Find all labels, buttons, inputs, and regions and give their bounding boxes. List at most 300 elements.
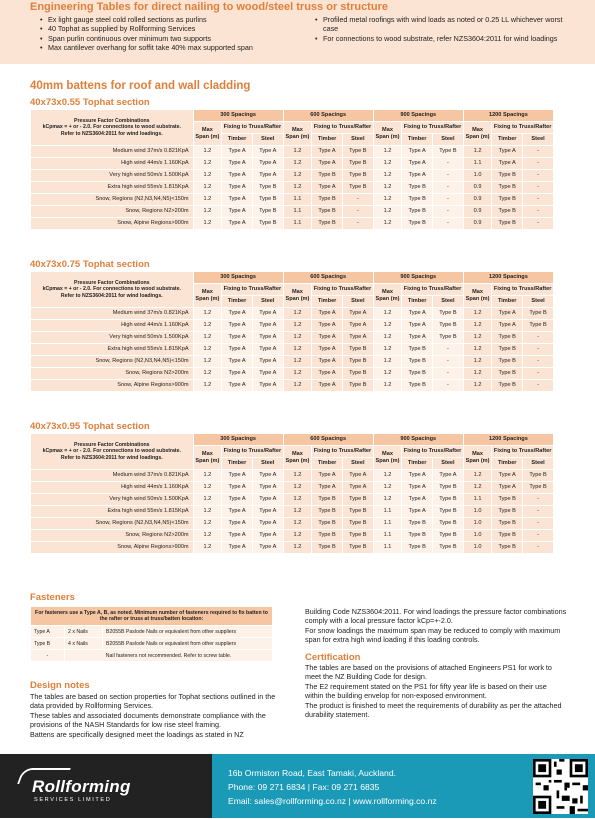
qr-code-icon: [533, 759, 588, 814]
table-cell: Type A: [402, 158, 433, 170]
table-cell: 1.2: [283, 380, 312, 392]
timber-header: Timber: [222, 296, 253, 308]
max-span-header: Max Span (m): [373, 122, 402, 146]
table-cell: 1.2: [193, 356, 222, 368]
spacing-header: 1200 Spacings: [463, 434, 553, 446]
table-cell: Type B: [433, 482, 464, 494]
spacing-header: 900 Spacings: [373, 110, 463, 122]
table-cell: Type B: [402, 182, 433, 194]
table-cell: Type A: [222, 494, 253, 506]
table-cell: Type B: [523, 470, 554, 482]
timber-header: Timber: [312, 458, 343, 470]
table-cell: Type A: [312, 470, 343, 482]
table-cell: Type A: [342, 320, 373, 332]
steel-header: Steel: [342, 134, 373, 146]
bullet: • Profiled metal roofings with wind loads as noted or 0.25 LL whichever worst case: [315, 15, 570, 34]
table-cell: Type B: [402, 530, 433, 542]
max-span-header: Max Span (m): [463, 122, 492, 146]
table-cell: 1.0: [463, 530, 492, 542]
table-cell: Type A: [312, 380, 343, 392]
table-cell: Type A: [252, 170, 283, 182]
section-title: 40x73x0.95 Tophat section: [30, 421, 150, 432]
row-label: Snow, Regions N2>200m: [31, 206, 194, 218]
fastener-nails: 2 x Nails: [65, 626, 103, 638]
steel-header: Steel: [342, 296, 373, 308]
table-cell: Type B: [492, 494, 523, 506]
table-cell: Type B: [312, 218, 343, 230]
table-cell: Type B: [312, 494, 343, 506]
paragraph: The E2 requirement stated on the PS1 for fifty year life is based on their use within the building envelop for non-exposed environment.: [305, 681, 547, 701]
table-cell: 1.2: [193, 344, 222, 356]
fastener-type: -: [31, 650, 65, 662]
table-cell: 1.2: [283, 356, 312, 368]
table-cell: Type B: [492, 380, 523, 392]
table-cell: 1.2: [373, 158, 402, 170]
table-cell: Type B: [342, 542, 373, 554]
spacing-header: 900 Spacings: [373, 272, 463, 284]
fixing-header: Fixing to Truss/Rafter: [312, 122, 374, 134]
table-cell: Type B: [433, 146, 464, 158]
timber-header: Timber: [402, 134, 433, 146]
table-cell: Type B: [433, 308, 464, 320]
table-cell: Type B: [252, 218, 283, 230]
table-cell: Type A: [312, 182, 343, 194]
table-cell: Type B: [342, 494, 373, 506]
table-row: [31, 308, 554, 320]
corner-line: Pressure Factor Combinations: [74, 441, 150, 448]
bullet: • For connections to wood substrate, refer NZS3604:2011 for wind loadings: [315, 34, 570, 43]
row-label: High wind 44m/s 1.160KpA: [31, 158, 194, 170]
fastener-type: Type B: [31, 638, 65, 650]
table-cell: Type B: [402, 194, 433, 206]
table-cell: -: [523, 542, 554, 554]
row-label: Snow, Regions (N2,N3,N4,N5)<150m: [31, 194, 194, 206]
span-table: [30, 433, 554, 554]
table-cell: -: [523, 380, 554, 392]
row-label: Snow, Alpine Regions>900m: [31, 218, 194, 230]
table-cell: Type A: [492, 146, 523, 158]
table-cell: 1.2: [193, 506, 222, 518]
table-cell: Type B: [433, 506, 464, 518]
table-cell: Type A: [222, 320, 253, 332]
table-cell: Type A: [222, 542, 253, 554]
timber-header: Timber: [492, 134, 523, 146]
table-cell: 1.2: [463, 308, 492, 320]
page-title: Engineering Tables for direct nailing to wood/steel truss or structure: [30, 1, 388, 13]
max-span-header: Max Span (m): [283, 446, 312, 470]
table-cell: Type B: [492, 506, 523, 518]
row-label: High wind 44m/s 1.160KpA: [31, 482, 194, 494]
fixing-header: Fixing to Truss/Rafter: [492, 122, 554, 134]
table-cell: Type A: [222, 518, 253, 530]
table-cell: 0.9: [463, 194, 492, 206]
table-cell: Type B: [492, 182, 523, 194]
timber-header: Timber: [312, 134, 343, 146]
spacing-header: 600 Spacings: [283, 272, 373, 284]
table-cell: Type B: [342, 530, 373, 542]
logo-subtext: SERVICES LIMITED: [34, 797, 112, 803]
table-cell: -: [523, 194, 554, 206]
corner-line: Refer to NZS3604:2011 for wind loadings.: [60, 292, 163, 299]
table-cell: Type A: [312, 368, 343, 380]
max-span-header: Max Span (m): [373, 284, 402, 308]
bullet: • Span purlin continuous over minimum two supports: [40, 34, 295, 43]
row-label: Medium wind 37m/s 0.821KpA: [31, 470, 194, 482]
main-heading: 40mm battens for roof and wall cladding: [30, 80, 251, 92]
table-cell: Type B: [492, 530, 523, 542]
table-cell: -: [523, 356, 554, 368]
footer-phone: Phone: 09 271 6834 | Fax: 09 271 6835: [228, 782, 380, 792]
table-row: [31, 170, 554, 182]
table-cell: Type B: [312, 518, 343, 530]
table-cell: Type B: [252, 182, 283, 194]
table-cell: Type B: [492, 542, 523, 554]
table-corner-label: [31, 272, 194, 308]
fasteners-heading: Fasteners: [30, 592, 75, 603]
table-cell: Type A: [402, 494, 433, 506]
table-cell: Type B: [523, 320, 554, 332]
table-cell: 1.2: [463, 146, 492, 158]
table-cell: 1.2: [193, 542, 222, 554]
spacing-header: 300 Spacings: [193, 434, 283, 446]
table-cell: Type A: [252, 356, 283, 368]
table-cell: Type A: [252, 482, 283, 494]
spacing-header: 600 Spacings: [283, 110, 373, 122]
table-cell: Type A: [252, 146, 283, 158]
table-row: [31, 518, 554, 530]
fixing-header: Fixing to Truss/Rafter: [312, 284, 374, 296]
fastener-desc: Nail fasteners not recommended. Refer to screw table.: [65, 650, 273, 662]
table-cell: Type B: [433, 518, 464, 530]
table-cell: Type A: [312, 158, 343, 170]
row-label: Very high wind 50m/s 1.500KpA: [31, 494, 194, 506]
table-cell: -: [433, 380, 464, 392]
table-cell: Type A: [492, 470, 523, 482]
table-cell: -: [523, 170, 554, 182]
table-cell: -: [523, 332, 554, 344]
table-cell: 1.2: [193, 380, 222, 392]
section-title: 40x73x0.75 Tophat section: [30, 259, 150, 270]
row-label: Extra high wind 55m/s 1.815KpA: [31, 182, 194, 194]
table-cell: Type B: [492, 332, 523, 344]
table-cell: Type A: [252, 158, 283, 170]
paragraph: Battens are specifically designed meet the loadings as stated in NZ: [30, 729, 244, 739]
table-cell: Type A: [252, 320, 283, 332]
table-cell: Type B: [402, 518, 433, 530]
table-cell: -: [523, 368, 554, 380]
table-cell: 1.2: [193, 170, 222, 182]
table-row: [31, 146, 554, 158]
table-cell: Type A: [222, 218, 253, 230]
table-cell: 1.2: [193, 218, 222, 230]
table-row: [31, 530, 554, 542]
row-label: Extra high wind 55m/s 1.815KpA: [31, 506, 194, 518]
table-cell: 1.2: [373, 182, 402, 194]
steel-header: Steel: [433, 458, 464, 470]
table-cell: -: [433, 218, 464, 230]
table-cell: Type B: [342, 158, 373, 170]
table-corner-label: [31, 434, 194, 470]
table-cell: 1.2: [193, 194, 222, 206]
table-cell: Type A: [222, 146, 253, 158]
table-cell: Type A: [342, 470, 373, 482]
table-cell: 1.2: [193, 332, 222, 344]
table-cell: 1.2: [193, 182, 222, 194]
table-cell: 1.2: [193, 158, 222, 170]
corner-line: Pressure Factor Combinations: [74, 279, 150, 286]
table-cell: 1.2: [283, 320, 312, 332]
bullet: • 40 Tophat as supplied by Rollforming Services: [40, 24, 295, 33]
row-label: Snow, Regions N2>200m: [31, 368, 194, 380]
row-label: Snow, Regions N2>200m: [31, 530, 194, 542]
table-cell: 1.2: [463, 482, 492, 494]
table-cell: 1.2: [373, 146, 402, 158]
max-span-header: Max Span (m): [283, 284, 312, 308]
table-cell: Type A: [312, 320, 343, 332]
row-label: Snow, Alpine Regions>900m: [31, 542, 194, 554]
table-corner-label: [31, 110, 194, 146]
table-cell: 1.2: [463, 368, 492, 380]
header-bullets-right: [305, 15, 570, 53]
table-cell: Type B: [312, 206, 343, 218]
fixing-header: Fixing to Truss/Rafter: [312, 446, 374, 458]
table-cell: Type A: [492, 308, 523, 320]
steel-header: Steel: [523, 134, 554, 146]
fastener-nails: 4 x Nails: [65, 638, 103, 650]
certification-heading: Certification: [305, 651, 361, 663]
steel-header: Steel: [252, 458, 283, 470]
table-cell: Type B: [433, 332, 464, 344]
table-cell: Type A: [342, 482, 373, 494]
paragraph: For snow loadings the maximum span may be reduced to comply with maximum span for extra high wind loading if this loading controls.: [305, 625, 561, 645]
table-cell: Type B: [433, 530, 464, 542]
table-cell: Type A: [252, 380, 283, 392]
table-cell: 1.2: [193, 368, 222, 380]
table-cell: Type B: [312, 542, 343, 554]
steel-header: Steel: [523, 296, 554, 308]
table-cell: Type A: [492, 158, 523, 170]
table-cell: 1.2: [463, 332, 492, 344]
table-cell: 1.1: [463, 158, 492, 170]
table-cell: 1.2: [193, 482, 222, 494]
table-cell: Type A: [222, 356, 253, 368]
table-cell: Type B: [433, 542, 464, 554]
max-span-header: Max Span (m): [193, 122, 222, 146]
table-cell: 1.2: [463, 356, 492, 368]
table-cell: 1.2: [283, 308, 312, 320]
max-span-header: Max Span (m): [463, 284, 492, 308]
spacing-header: 600 Spacings: [283, 434, 373, 446]
table-row: [31, 332, 554, 344]
row-label: Snow, Alpine Regions>900m: [31, 380, 194, 392]
fixing-header: Fixing to Truss/Rafter: [402, 122, 464, 134]
table-cell: 1.2: [373, 470, 402, 482]
table-cell: Type A: [492, 482, 523, 494]
row-label: High wind 44m/s 1.160KpA: [31, 320, 194, 332]
fixing-header: Fixing to Truss/Rafter: [402, 284, 464, 296]
table-cell: Type B: [492, 368, 523, 380]
table-cell: 1.2: [283, 158, 312, 170]
table-cell: Type B: [342, 368, 373, 380]
table-cell: -: [433, 158, 464, 170]
spacing-header: 1200 Spacings: [463, 110, 553, 122]
timber-header: Timber: [312, 296, 343, 308]
table-cell: Type A: [252, 506, 283, 518]
table-row: [31, 470, 554, 482]
max-span-header: Max Span (m): [283, 122, 312, 146]
bullet: • Ex light gauge steel cold rolled sections as purlins: [40, 15, 295, 24]
table-cell: 1.2: [463, 320, 492, 332]
table-cell: -: [523, 182, 554, 194]
table-cell: -: [342, 194, 373, 206]
corner-line: kCpmax = + or - 2.0. For connections to wood substrate.: [42, 448, 181, 455]
table-cell: Type B: [492, 206, 523, 218]
table-cell: Type B: [492, 170, 523, 182]
table-cell: Type B: [252, 194, 283, 206]
table-cell: Type B: [402, 380, 433, 392]
table-cell: 1.1: [463, 494, 492, 506]
table-cell: 1.2: [373, 482, 402, 494]
table-cell: Type A: [252, 470, 283, 482]
spacing-header: 300 Spacings: [193, 272, 283, 284]
table-cell: -: [523, 506, 554, 518]
table-cell: Type B: [312, 170, 343, 182]
table-cell: -: [433, 344, 464, 356]
table-cell: Type A: [222, 182, 253, 194]
table-cell: Type B: [402, 206, 433, 218]
spacing-header: 1200 Spacings: [463, 272, 553, 284]
table-cell: 1.0: [463, 506, 492, 518]
table-cell: Type B: [342, 170, 373, 182]
fixing-header: Fixing to Truss/Rafter: [402, 446, 464, 458]
table-cell: 1.2: [373, 206, 402, 218]
steel-header: Steel: [523, 458, 554, 470]
timber-header: Timber: [402, 296, 433, 308]
table-cell: Type B: [492, 356, 523, 368]
table-cell: 1.2: [193, 308, 222, 320]
table-cell: 1.2: [373, 356, 402, 368]
bullet: • Max cantilever overhang for soffit take 40% max supported span: [40, 43, 295, 52]
max-span-header: Max Span (m): [463, 446, 492, 470]
table-cell: -: [342, 218, 373, 230]
table-cell: -: [433, 182, 464, 194]
table-row: [31, 194, 554, 206]
table-cell: 1.2: [373, 194, 402, 206]
table-cell: -: [523, 518, 554, 530]
table-cell: 1.2: [373, 308, 402, 320]
footer-web: Email: sales@rollforming.co.nz | www.rollforming.co.nz: [228, 796, 437, 806]
table-cell: Type B: [523, 482, 554, 494]
table-cell: Type B: [402, 542, 433, 554]
table-cell: 1.2: [373, 494, 402, 506]
table-cell: Type B: [342, 146, 373, 158]
section-title: 40x73x0.55 Tophat section: [30, 97, 150, 108]
table-cell: 1.2: [463, 470, 492, 482]
timber-header: Timber: [222, 134, 253, 146]
table-cell: Type A: [402, 332, 433, 344]
table-cell: Type B: [492, 194, 523, 206]
table-row: [31, 368, 554, 380]
table-cell: -: [433, 194, 464, 206]
table-cell: 1.2: [373, 170, 402, 182]
fastener-desc: B2055B Paslode Nails or equivalent from other suppliers: [103, 638, 273, 650]
row-label: Medium wind 37m/s 0.821KpA: [31, 146, 194, 158]
row-label: Very high wind 50m/s 1.500KpA: [31, 332, 194, 344]
span-table: [30, 109, 554, 230]
max-span-header: Max Span (m): [193, 284, 222, 308]
table-cell: 1.2: [283, 518, 312, 530]
table-cell: -: [523, 158, 554, 170]
table-cell: 1.1: [373, 542, 402, 554]
table-cell: Type A: [222, 482, 253, 494]
paragraph: The tables are based on the provisions of attached Engineers PS1 for work to meet the NZ Building Code for design.: [305, 663, 552, 682]
table-cell: 1.1: [373, 518, 402, 530]
spacing-header: 900 Spacings: [373, 434, 463, 446]
steel-header: Steel: [252, 134, 283, 146]
table-cell: Type A: [222, 470, 253, 482]
paragraph: The product is finished to meet the requirements of durability as per the attached durability statement.: [305, 700, 562, 720]
table-cell: Type A: [222, 368, 253, 380]
table-cell: 1.2: [373, 320, 402, 332]
table-cell: 1.2: [193, 206, 222, 218]
table-cell: Type B: [402, 344, 433, 356]
max-span-header: Max Span (m): [373, 446, 402, 470]
table-cell: Type B: [433, 494, 464, 506]
table-cell: 1.2: [283, 482, 312, 494]
row-label: Very high wind 50m/s 1.500KpA: [31, 170, 194, 182]
paragraph: These tables and associated documents demonstrate compliance with the provisions of the NASH Standards for low rise steel framing.: [30, 710, 266, 730]
header-band: [0, 0, 595, 64]
timber-header: Timber: [402, 458, 433, 470]
logo-text: Rollforming: [32, 777, 131, 796]
table-row: [31, 542, 554, 554]
table-cell: Type A: [402, 170, 433, 182]
table-cell: Type A: [433, 470, 464, 482]
table-cell: Type A: [222, 308, 253, 320]
table-cell: 1.2: [283, 494, 312, 506]
table-cell: Type A: [222, 194, 253, 206]
table-row: [31, 482, 554, 494]
row-label: Snow, Regions (N2,N3,N4,N5)<150m: [31, 518, 194, 530]
table-cell: Type A: [342, 332, 373, 344]
table-cell: 1.1: [283, 206, 312, 218]
table-cell: Type A: [312, 344, 343, 356]
table-cell: -: [342, 206, 373, 218]
table-cell: 1.1: [283, 194, 312, 206]
table-cell: Type B: [342, 380, 373, 392]
table-row: [31, 320, 554, 332]
timber-header: Timber: [492, 296, 523, 308]
fastener-desc: B2055B Paslode Nails or equivalent from other suppliers: [103, 626, 273, 638]
table-cell: 1.2: [283, 170, 312, 182]
table-cell: Type A: [312, 482, 343, 494]
table-cell: -: [523, 344, 554, 356]
table-cell: Type A: [222, 158, 253, 170]
table-cell: Type A: [492, 320, 523, 332]
table-cell: Type B: [342, 344, 373, 356]
table-cell: 1.2: [373, 344, 402, 356]
table-cell: Type A: [402, 470, 433, 482]
table-cell: -: [433, 206, 464, 218]
table-cell: Type B: [402, 218, 433, 230]
table-cell: Type A: [402, 308, 433, 320]
timber-header: Timber: [492, 458, 523, 470]
table-row: [31, 494, 554, 506]
table-cell: Type A: [252, 530, 283, 542]
paragraph: The tables are based on section properties for Tophat sections outlined in the data provided by Rollforming Services.: [30, 692, 276, 711]
table-cell: Type A: [402, 320, 433, 332]
table-cell: Type B: [252, 206, 283, 218]
